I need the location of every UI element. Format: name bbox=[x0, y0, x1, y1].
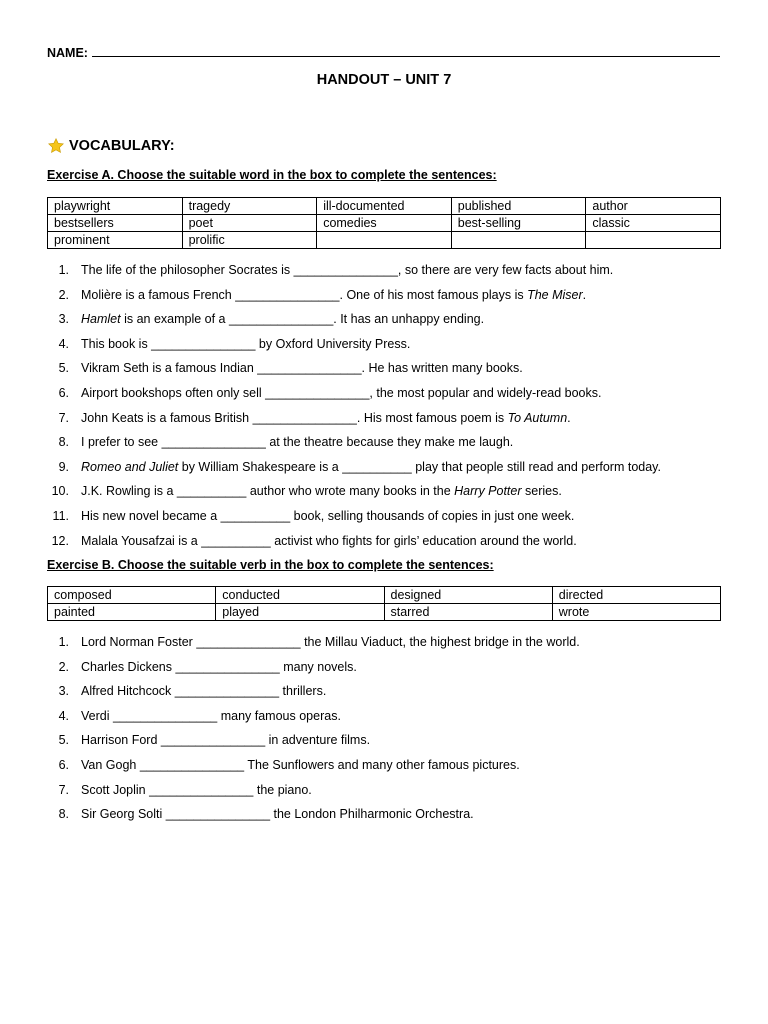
sentence-text bbox=[81, 732, 370, 748]
star-icon bbox=[47, 137, 65, 155]
exercise-a-word-box-word: poet bbox=[182, 215, 317, 232]
sentence-text bbox=[81, 336, 410, 352]
sentence-fragment: John Keats is a famous British _______________. His most famous poem is bbox=[81, 410, 508, 425]
sentence-text bbox=[81, 533, 577, 549]
sentence-number: 2. bbox=[58, 659, 69, 674]
exercise-a-word-box-word: author bbox=[586, 198, 721, 215]
sentence-fragment: This book is _______________ by Oxford University Press. bbox=[81, 336, 411, 351]
sentence-text bbox=[81, 311, 484, 327]
sentence-fragment: . bbox=[582, 287, 587, 302]
sentence-number: 8. bbox=[58, 435, 69, 450]
sentence-item bbox=[47, 262, 727, 287]
sentence-fragment: Sir Georg Solti _______________ the London Philharmonic Orchestra. bbox=[81, 807, 474, 822]
exercise-a-title: Exercise A. Choose the suitable word in the box to complete the sentences: bbox=[47, 168, 497, 182]
name-label: NAME: bbox=[47, 46, 88, 60]
sentence-fragment: Charles Dickens _______________ many novels. bbox=[81, 659, 357, 674]
sentence-fragment: Vikram Seth is a famous Indian _______________. He has written many books. bbox=[81, 361, 523, 376]
sentence-fragment: by William Shakespeare is a __________ play that people still read and perform today. bbox=[178, 459, 661, 474]
exercise-b-word-box-word: composed bbox=[48, 587, 216, 604]
sentence-number: 6. bbox=[58, 385, 69, 400]
italic-title-text: Harry Potter bbox=[454, 484, 522, 499]
sentence-item bbox=[47, 634, 727, 659]
exercise-a-sentences bbox=[47, 262, 727, 557]
sentence-fragment: The life of the philosopher Socrates is _______________, so there are very few facts about him. bbox=[81, 263, 614, 277]
exercise-b-word-box-word: starred bbox=[384, 604, 552, 621]
sentence-item bbox=[47, 683, 727, 708]
sentence-fragment: Alfred Hitchcock _______________ thrillers. bbox=[81, 684, 327, 699]
sentence-fragment: His new novel became a __________ book, selling thousands of copies in just one week. bbox=[81, 508, 575, 523]
exercise-a-word-box-row bbox=[48, 215, 721, 232]
sentence-item bbox=[47, 659, 727, 684]
exercise-a-word-box-word: best-selling bbox=[451, 215, 586, 232]
exercise-b-word-box-word: wrote bbox=[552, 604, 720, 621]
sentence-item bbox=[47, 360, 727, 385]
sentence-fragment: . bbox=[567, 410, 571, 425]
exercise-a-word-box bbox=[47, 197, 721, 249]
sentence-fragment: Airport bookshops often only sell _______________, the most popular and widely-read books. bbox=[81, 385, 602, 400]
italic-title-text: Romeo and Juliet bbox=[81, 459, 179, 474]
sentence-text bbox=[81, 434, 513, 450]
exercise-a-word-box-row bbox=[48, 232, 721, 249]
exercise-a-word-box-word bbox=[317, 232, 452, 249]
sentence-item bbox=[47, 708, 727, 733]
sentence-text bbox=[81, 262, 613, 278]
page-title: HANDOUT – UNIT 7 bbox=[316, 72, 452, 88]
sentence-text bbox=[81, 483, 562, 499]
sentence-fragment: Molière is a famous French _______________. One of his most famous plays is bbox=[81, 287, 528, 302]
sentence-item bbox=[47, 459, 727, 484]
sentence-number: 7. bbox=[58, 782, 69, 797]
sentence-fragment: Scott Joplin _______________ the piano. bbox=[81, 782, 312, 797]
sentence-text bbox=[81, 757, 520, 773]
vocabulary-heading-text: VOCABULARY: bbox=[69, 138, 175, 154]
exercise-b-word-box-word: played bbox=[216, 604, 384, 621]
sentence-number: 4. bbox=[58, 708, 69, 723]
exercise-a-word-box-word: bestsellers bbox=[48, 215, 183, 232]
sentence-fragment: Van Gogh _______________ The Sunflowers and many other famous pictures. bbox=[81, 757, 520, 772]
sentence-text bbox=[81, 459, 661, 475]
sentence-item bbox=[47, 757, 727, 782]
exercise-a-word-box-word: published bbox=[451, 198, 586, 215]
sentence-number: 4. bbox=[58, 336, 69, 351]
exercise-a-word-box-word: comedies bbox=[317, 215, 452, 232]
sentence-number: 1. bbox=[58, 263, 69, 277]
sentence-fragment: Lord Norman Foster _______________ the Millau Viaduct, the highest bridge in the world. bbox=[81, 635, 580, 649]
sentence-fragment: series. bbox=[521, 484, 562, 499]
exercise-a-word-box-word: playwright bbox=[48, 198, 183, 215]
sentence-number: 8. bbox=[58, 807, 69, 822]
sentence-fragment: I prefer to see _______________ at the theatre because they make me laugh. bbox=[81, 435, 514, 450]
sentence-item bbox=[47, 336, 727, 361]
sentence-item bbox=[47, 508, 727, 533]
exercise-a-word-box-word: tragedy bbox=[182, 198, 317, 215]
exercise-b-word-box-word: painted bbox=[48, 604, 216, 621]
sentence-text bbox=[81, 508, 574, 524]
name-field-row bbox=[47, 44, 720, 60]
sentence-number: 3. bbox=[58, 312, 69, 327]
sentence-number: 11. bbox=[52, 508, 69, 523]
exercise-b-word-box-row bbox=[48, 587, 721, 604]
vocabulary-heading bbox=[47, 137, 175, 155]
exercise-b-word-box bbox=[47, 586, 721, 621]
exercise-a-word-box-word: prominent bbox=[48, 232, 183, 249]
sentence-item bbox=[47, 806, 727, 831]
sentence-number: 1. bbox=[58, 635, 69, 649]
exercise-b-word-box-row bbox=[48, 604, 721, 621]
sentence-text bbox=[81, 708, 341, 724]
sentence-text bbox=[81, 360, 523, 376]
sentence-number: 12. bbox=[51, 533, 69, 548]
sentence-text bbox=[81, 410, 571, 426]
exercise-b-word-box-word: designed bbox=[384, 587, 552, 604]
exercise-b-title: Exercise B. Choose the suitable verb in the box to complete the sentences: bbox=[47, 558, 494, 572]
sentence-item bbox=[47, 385, 727, 410]
exercise-a-word-box-row bbox=[48, 198, 721, 215]
sentence-item bbox=[47, 732, 727, 757]
sentence-text bbox=[81, 659, 357, 675]
sentence-number: 10. bbox=[51, 484, 69, 499]
sentence-fragment: Harrison Ford _______________ in adventure films. bbox=[81, 733, 371, 748]
sentence-fragment: Verdi _______________ many famous operas. bbox=[81, 708, 341, 723]
name-blank-line[interactable] bbox=[92, 44, 720, 57]
sentence-number: 3. bbox=[58, 684, 69, 699]
exercise-a-word-box-word bbox=[451, 232, 586, 249]
sentence-text bbox=[81, 683, 326, 699]
italic-title-text: Hamlet bbox=[81, 312, 121, 327]
sentence-text bbox=[81, 806, 474, 822]
sentence-number: 9. bbox=[58, 459, 69, 474]
sentence-fragment: Malala Yousafzai is a __________ activist who fights for girls’ education around the world. bbox=[81, 533, 577, 548]
sentence-text bbox=[81, 385, 601, 401]
sentence-number: 6. bbox=[58, 757, 69, 772]
exercise-b-sentences bbox=[47, 634, 727, 831]
sentence-fragment: J.K. Rowling is a __________ author who wrote many books in the bbox=[81, 484, 455, 499]
exercise-a-word-box-word bbox=[586, 232, 721, 249]
sentence-number: 5. bbox=[58, 361, 69, 376]
sentence-number: 5. bbox=[58, 733, 69, 748]
exercise-b-word-box-word: conducted bbox=[216, 587, 384, 604]
italic-title-text: The Miser bbox=[527, 287, 583, 302]
sentence-text bbox=[81, 287, 586, 303]
sentence-number: 7. bbox=[58, 410, 69, 425]
sentence-item bbox=[47, 483, 727, 508]
exercise-a-word-box-word: classic bbox=[586, 215, 721, 232]
sentence-text bbox=[81, 782, 312, 798]
exercise-a-word-box-word: ill-documented bbox=[317, 198, 452, 215]
sentence-number: 2. bbox=[58, 287, 69, 302]
sentence-fragment: is an example of a _______________. It has an unhappy ending. bbox=[120, 312, 485, 327]
sentence-item bbox=[47, 311, 727, 336]
sentence-item bbox=[47, 434, 727, 459]
exercise-a-word-box-word: prolific bbox=[182, 232, 317, 249]
sentence-item bbox=[47, 287, 727, 312]
sentence-text bbox=[81, 634, 580, 650]
sentence-item bbox=[47, 410, 727, 435]
italic-title-text: To Autumn bbox=[507, 410, 568, 425]
exercise-b-word-box-word: directed bbox=[552, 587, 720, 604]
sentence-item bbox=[47, 533, 727, 558]
sentence-item bbox=[47, 782, 727, 807]
